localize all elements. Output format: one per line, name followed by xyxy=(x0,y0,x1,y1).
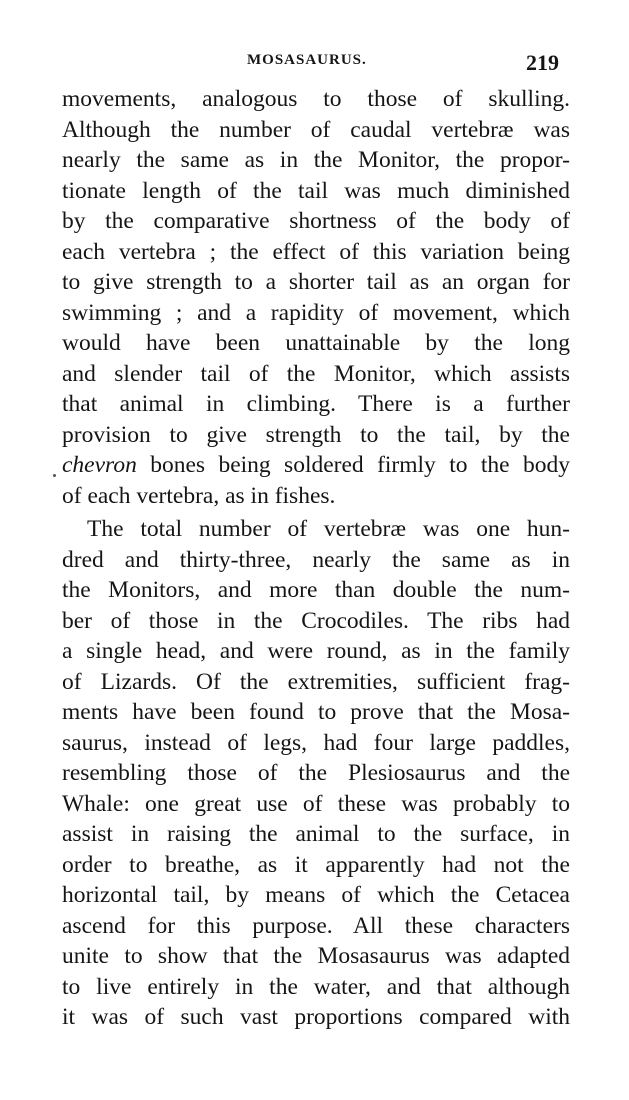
text-line: movements, analogous to those of skulling. xyxy=(62,86,570,112)
text-line: horizontal tail, by means of which the Cetacea xyxy=(62,882,570,908)
text-line: resembling those of the Plesiosaurus and the xyxy=(62,760,570,786)
text-line: ments have been found to prove that the Mosa- xyxy=(62,699,570,725)
text-line: the Monitors, and more than double the num- xyxy=(62,577,570,603)
text-line xyxy=(62,450,570,480)
text-line: to give strength to a shorter tail as an organ for xyxy=(62,269,570,295)
text-span: bones being soldered firmly to the body xyxy=(136,452,570,478)
text-line: tionate length of the tail was much diminished xyxy=(62,177,570,204)
page-header xyxy=(0,50,629,80)
text-line: ber of those in the Crocodiles. The ribs had xyxy=(62,607,570,634)
text-line: it was of such vast proportions compared with xyxy=(62,1004,570,1030)
text-line: provision to give strength to the tail, by the xyxy=(62,421,570,448)
text-line: of Lizards. Of the extremities, sufficient frag- xyxy=(62,668,570,695)
text-line: a single head, and were round, as in the family xyxy=(62,638,570,664)
text-line: and slender tail of the Monitor, which assists xyxy=(62,360,570,387)
text-line: that animal in climbing. There is a further xyxy=(62,391,570,417)
text-line: assist in raising the animal to the surface, in xyxy=(62,821,570,847)
text-line: swimming ; and a rapidity of movement, which xyxy=(62,299,570,326)
text-line: order to breathe, as it apparently had not the xyxy=(62,851,570,878)
paragraph-first-line: The total number of vertebræ was one hun- xyxy=(87,516,570,542)
text-line: saurus, instead of legs, had four large paddles, xyxy=(62,729,570,756)
paragraph-end-line: of each vertebra, as in fishes. xyxy=(62,482,336,509)
text-line: by the comparative shortness of the body of xyxy=(62,208,570,234)
text-line: to live entirely in the water, and that although xyxy=(62,973,570,1000)
text-line: dred and thirty-three, nearly the same as in xyxy=(62,546,570,573)
text-line: ascend for this purpose. All these characters xyxy=(62,912,570,939)
text-line: nearly the same as in the Monitor, the propor- xyxy=(62,147,570,173)
text-line: unite to show that the Mosasaurus was adapted xyxy=(62,943,570,969)
text-line: would have been unattainable by the long xyxy=(62,330,570,356)
italic-term: chevron xyxy=(62,452,137,478)
text-line: Although the number of caudal vertebræ was xyxy=(62,116,570,143)
page-number: 219 xyxy=(526,50,559,75)
text-line: each vertebra ; the effect of this variation being xyxy=(62,238,570,265)
text-line: Whale: one great use of these was probably to xyxy=(62,790,570,817)
running-head: MOSASAURUS. xyxy=(247,52,367,68)
print-speck xyxy=(53,474,56,477)
